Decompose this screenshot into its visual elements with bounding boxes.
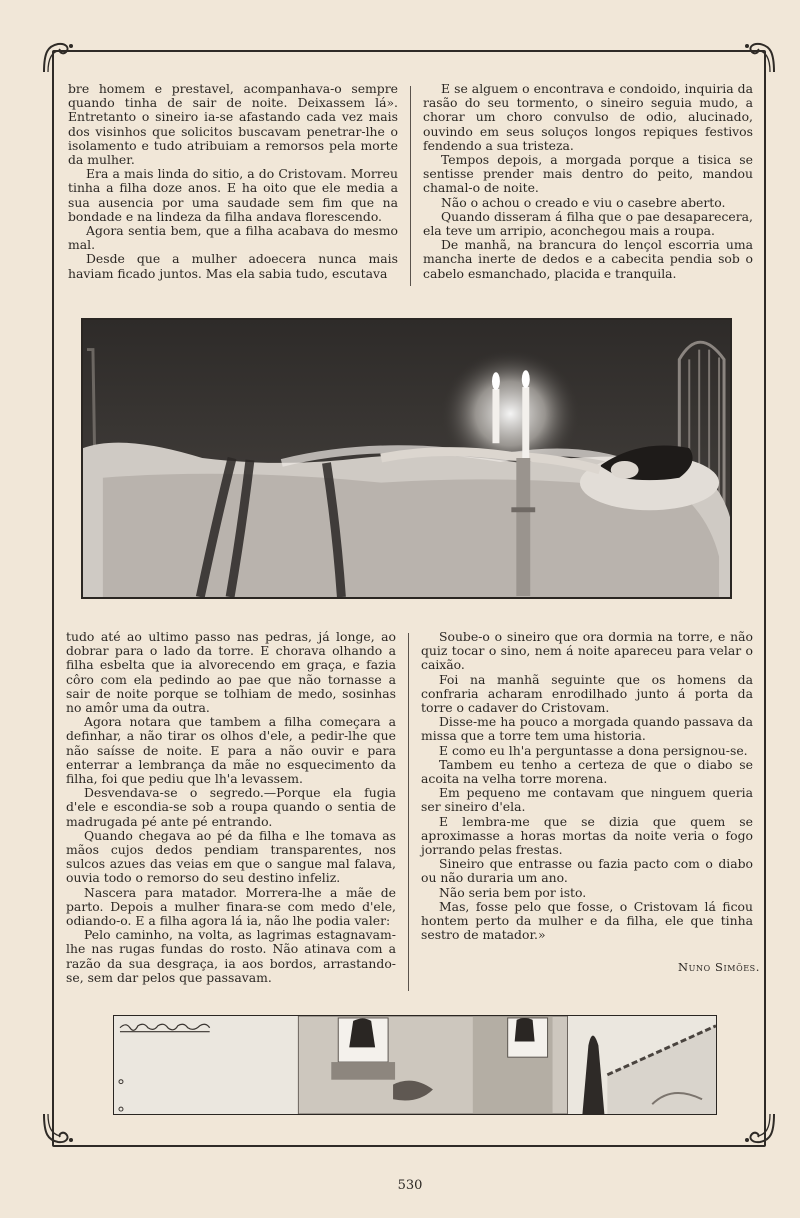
paragraph: Não seria bem por isto. — [439, 884, 587, 900]
paragraph: Desde que a mulher adoecera nunca mais haviam ficado juntos. Mas ela sabia tudo, escutava — [68, 251, 398, 281]
deathbed-illustration — [81, 318, 732, 599]
paragraph: Era a mais linda do sitio, a do Cristovam. Morreu tinha a filha doze anos. E ha oito que ele media a sua ausencia por uma saudade sem fim que na bondade e na lindeza da filha andava florescendo. — [68, 166, 398, 224]
text-column-bottom-left — [66, 630, 396, 985]
paragraph: Sineiro que entrasse ou fazia pacto com o diabo ou não duraria um ano. — [421, 856, 753, 886]
column-divider — [410, 86, 411, 286]
paragraph: tudo até ao ultimo passo nas pedras, já longe, ao dobrar para o lado da torre. E chorava olhando a filha esbelta que ia alvorecendo em graça, e fazia côro com ela pedindo ao pae que não tornasse a sair de noite porque se tolhiam de medo, sosinhas no amôr uma da outra. — [66, 629, 396, 716]
paragraph: Não o achou o creado e viu o casebre aberto. — [441, 194, 726, 210]
corner-ornament-icon — [740, 38, 780, 78]
text-column-top-left — [68, 82, 398, 281]
paragraph: Em pequeno me contavam que ninguem queria ser sineiro d'ela. — [421, 785, 753, 815]
paragraph: E como eu lh'a perguntasse a dona persignou-se. — [439, 742, 748, 758]
column-divider — [408, 633, 409, 991]
paragraph: Disse-me ha pouco a morgada quando passava da missa que a torre tem uma historia. — [421, 714, 753, 744]
corner-ornament-icon — [38, 38, 78, 78]
paragraph: Tambem eu tenho a certeza de que o diabo se acoita na velha torre morena. — [421, 756, 753, 787]
corner-ornament-icon — [740, 1108, 780, 1148]
paragraph: De manhã, na brancura do lençol escorria uma mancha inerte de dedos e a cabecita pendia sob o cabelo esmanchado, placida e tranquila. — [423, 237, 753, 281]
page-number: 530 — [397, 1178, 423, 1193]
paragraph: Tempos depois, a morgada porque a tisica se sentisse prender mais dentro do peito, mandou chamal-o de noite. — [423, 152, 753, 196]
text-column-bottom-right — [421, 630, 753, 942]
text-column-top-right — [423, 82, 753, 281]
paragraph: Soube-o o sineiro que ora dormia na torre, e não quiz tocar o sino, nem á noite apareceu para velar o caixão. — [421, 629, 753, 673]
paragraph: bre homem e prestavel, acompanhava-o sempre quando tinha de sair de noite. Deixassem lá». Entretanto o sineiro ia-se afastando cada vez mais dos visinhos que solicitos buscavam penetrar-lhe o isolamento e tudo atribuiam a remorsos pela morte da mulher. — [68, 81, 398, 168]
paragraph: Foi na manhã seguinte que os homens da confraria acharam enrodilhado junto á porta da torre o cadaver do Cristovam. — [421, 671, 753, 716]
paragraph: Desvendava-se o segredo.—Porque ela fugia d'ele e escondia-se sob a roupa quando o sentia de madrugada pé ante pé entrando. — [66, 785, 396, 829]
paragraph: Quando chegava ao pé da filha e lhe tomava as mãos cujos dedos pendiam transparentes, nos sulcos azues das veias em que o sangue mal falava, ouvia todo o remorso do seu destino infeliz. — [66, 827, 396, 886]
paragraph: E se alguem o encontrava e condoido, inquiria da rasão do seu tormento, o sineiro seguia mudo, a chorar um choro convulso de odio, alucinado, ouvindo em seus soluços longos repiques festivos fendendo a sua tristeza. — [423, 81, 753, 153]
paragraph: E lembra-me que se dizia que quem se aproximasse a horas mortas da noite veria o fogo jorrando pelas frestas. — [421, 813, 753, 858]
paragraph: Agora sentia bem, que a filha acabava do mesmo mal. — [68, 223, 398, 253]
paragraph: Quando disseram á filha que o pae desaparecera, ela teve um arripio, aconchegou mais a roupa. — [423, 208, 753, 239]
corner-ornament-icon — [38, 1108, 78, 1148]
paragraph: Pelo caminho, na volta, as lagrimas estagnavam-lhe nas rugas fundas do rosto. Não atinava com a razão da sua desgraça, ia aos bordos, arrastando-se, sem dar pelos que passavam. — [66, 927, 396, 985]
paragraph: Mas, fosse pelo que fosse, o Cristovam lá ficou hontem perto da mulher e da filha, ele que tinha sestro de matador.» — [421, 898, 753, 943]
author-signature: Nuno Simões. — [678, 960, 760, 974]
paragraph: Agora notara que tambem a filha começara a definhar, a não tirar os olhos d'ele, a pedir-lhe que não saísse de noite. E para a não ouvir e para enterrar a lembrança da mãe no esquecimento da filha, foi que pediu que lh'a levassem. — [66, 714, 396, 787]
tower-vignette-illustration — [113, 1015, 717, 1115]
paragraph: Nascera para matador. Morrera-lhe a mãe de parto. Depois a mulher finara-se com medo d'ele, odiando-o. E a filha agora lá ia, não lhe podia valer: — [66, 884, 396, 929]
